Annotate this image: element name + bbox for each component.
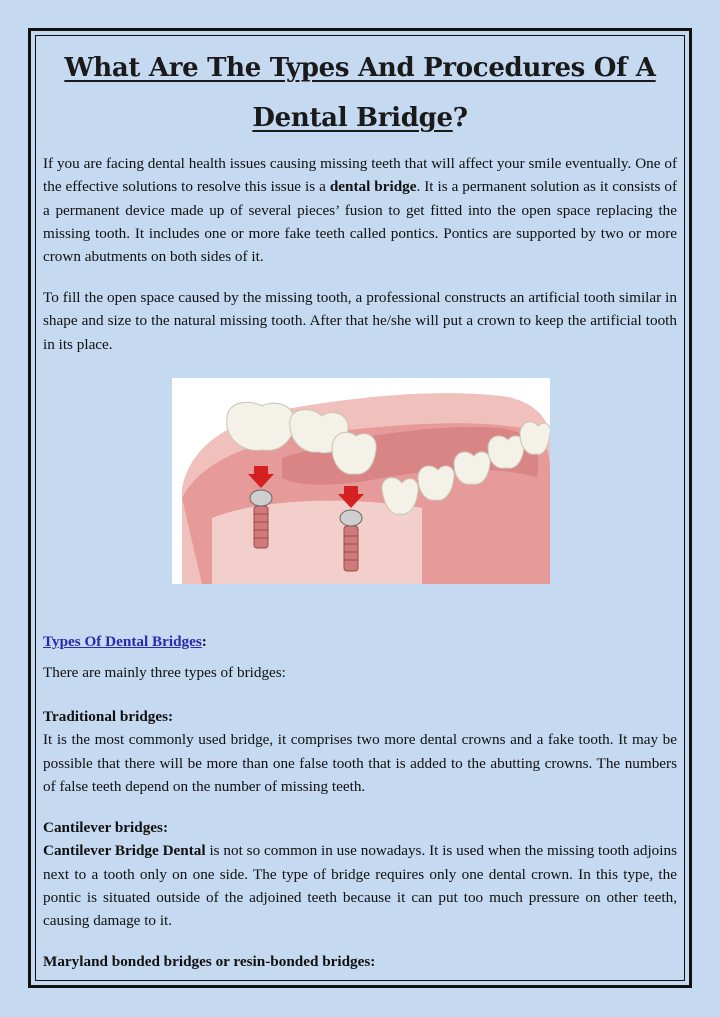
cantilever-heading: Cantilever bridges: [43, 819, 169, 836]
traditional-bridges-section [43, 705, 677, 798]
dental-bridge-illustration [172, 378, 550, 584]
traditional-text: It is the most commonly used bridge, it comprises two more dental crowns and a fake tooth. It may be possible that there will be more than one false tooth that is added to the abutting crowns. The numbers of false teeth depend on the number of missing teeth. [43, 731, 677, 795]
page-title [43, 43, 677, 143]
intro-text-1: If you are facing dental health issues causing missing teeth that will affect your smile eventually. One of the effective solutions to resolve this issue is a [43, 155, 677, 196]
cantilever-bold-lead: Cantilever Bridge Dental [43, 842, 206, 860]
types-intro: There are mainly three types of bridges: [43, 664, 286, 681]
maryland-heading: Maryland bonded bridges or resin-bonded bridges: [43, 953, 376, 970]
traditional-heading: Traditional bridges: [43, 708, 174, 725]
cantilever-text: is not so common in use nowadays. It is used when the missing tooth adjoins next to a tooth only on one side. The type of bridge requires only one dental crown. In this type, the pontic is situated outside of the adjoined teeth because it can put too much pressure on other teeth, causing damage to it. [43, 842, 677, 930]
types-heading-colon: : [201, 633, 207, 650]
fill-space-paragraph: To fill the open space caused by the missing tooth, a professional constructs an artificial tooth similar in shape and size to the natural missing tooth. After that he/she will put a crown to keep the artificial tooth in its place. [43, 289, 677, 353]
cantilever-bridges-section [43, 816, 677, 932]
title-underlined: Dental Bridge [252, 103, 453, 133]
intro-text-2: . It is a permanent solution as it consists of a permanent device made up of several pieces’ fusion to get fitted into the open space replacing the missing tooth. It includes one or more fake teeth called pontics. Pontics are supported by two or more crown abutments on both sides of it. [43, 178, 678, 266]
dental-bridge-image [172, 378, 550, 584]
intro-paragraph [43, 152, 677, 268]
title-line1: What Are The Types And Procedures Of A [64, 53, 656, 83]
maryland-bridges-heading [43, 950, 677, 973]
intro-bold-term: dental bridge [329, 178, 417, 196]
types-heading [43, 630, 207, 653]
types-of-dental-bridges-link[interactable]: Types Of Dental Bridges [43, 633, 202, 650]
title-tail: ? [452, 103, 468, 133]
